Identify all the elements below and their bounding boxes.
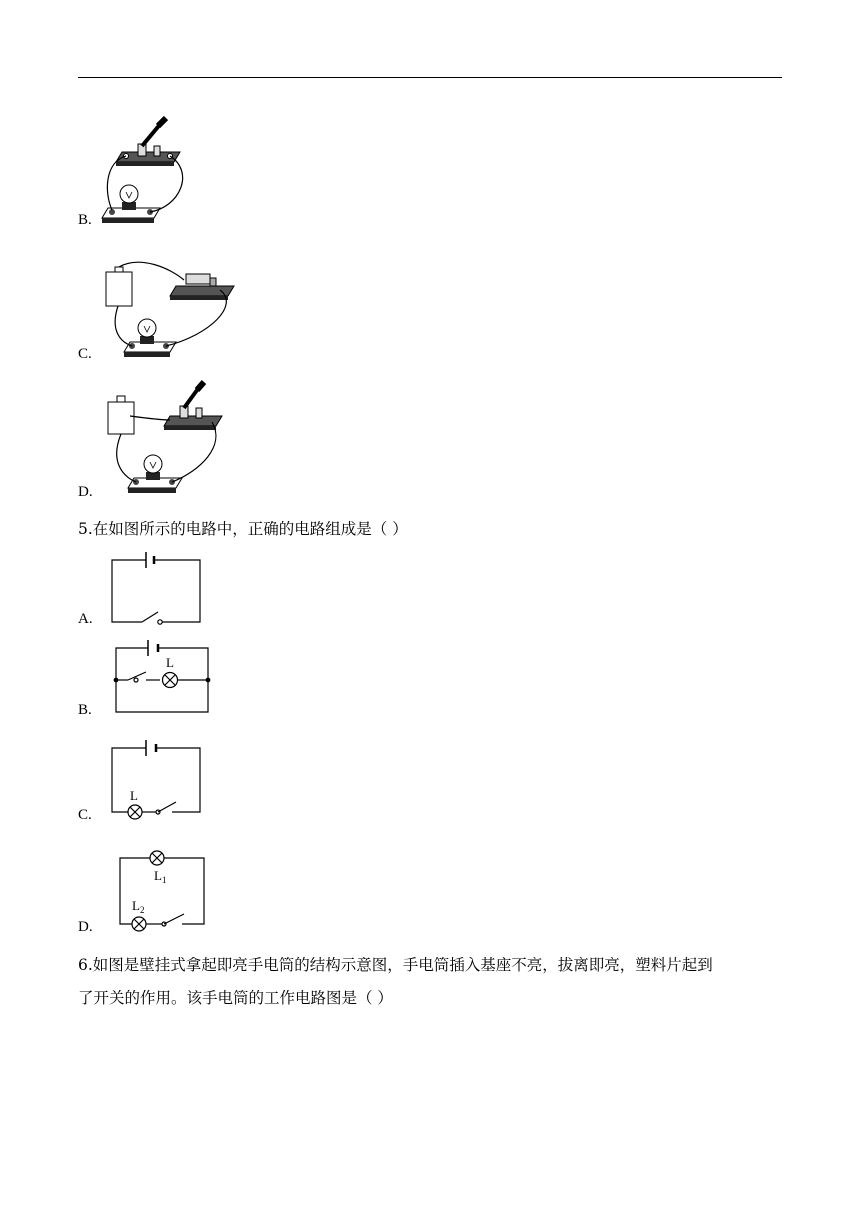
q4-option-b-letter: B. bbox=[78, 212, 92, 228]
q5-d-lamp2-label: $L_2$ bbox=[132, 898, 145, 915]
q5-option-a-figure bbox=[100, 546, 210, 628]
q4-option-c-figure bbox=[100, 250, 240, 362]
question-6-stem-line2: 了开关的作用。该手电筒的工作电路图是（ ） bbox=[78, 989, 393, 1007]
header-rule bbox=[78, 77, 782, 78]
q5-option-d-letter: D. bbox=[78, 919, 93, 935]
q4-option-b-figure bbox=[100, 112, 184, 226]
question-6-stem-line1: 6.如图是壁挂式拿起即亮手电筒的结构示意图，手电筒插入基座不亮，拔离即亮，塑料片起到 bbox=[78, 956, 713, 974]
q5-d-lamp1-label: $L_1$ bbox=[154, 868, 167, 885]
q5-b-lamp-label: L bbox=[166, 655, 174, 670]
question-5-stem: 5.在如图所示的电路中，正确的电路组成是（ ） bbox=[78, 520, 408, 538]
q5-option-b-figure bbox=[100, 634, 216, 718]
q4-option-c-letter: C. bbox=[78, 346, 92, 362]
q5-option-a-letter: A. bbox=[78, 611, 93, 627]
q4-option-d-letter: D. bbox=[78, 484, 93, 500]
q5-option-b-letter: B. bbox=[78, 702, 92, 718]
q5-option-d-figure bbox=[100, 846, 212, 938]
q5-option-c-figure bbox=[100, 734, 210, 824]
q4-option-d-figure bbox=[100, 376, 226, 498]
q5-option-c-letter: C. bbox=[78, 807, 92, 823]
q5-c-lamp-label: L bbox=[130, 788, 138, 803]
